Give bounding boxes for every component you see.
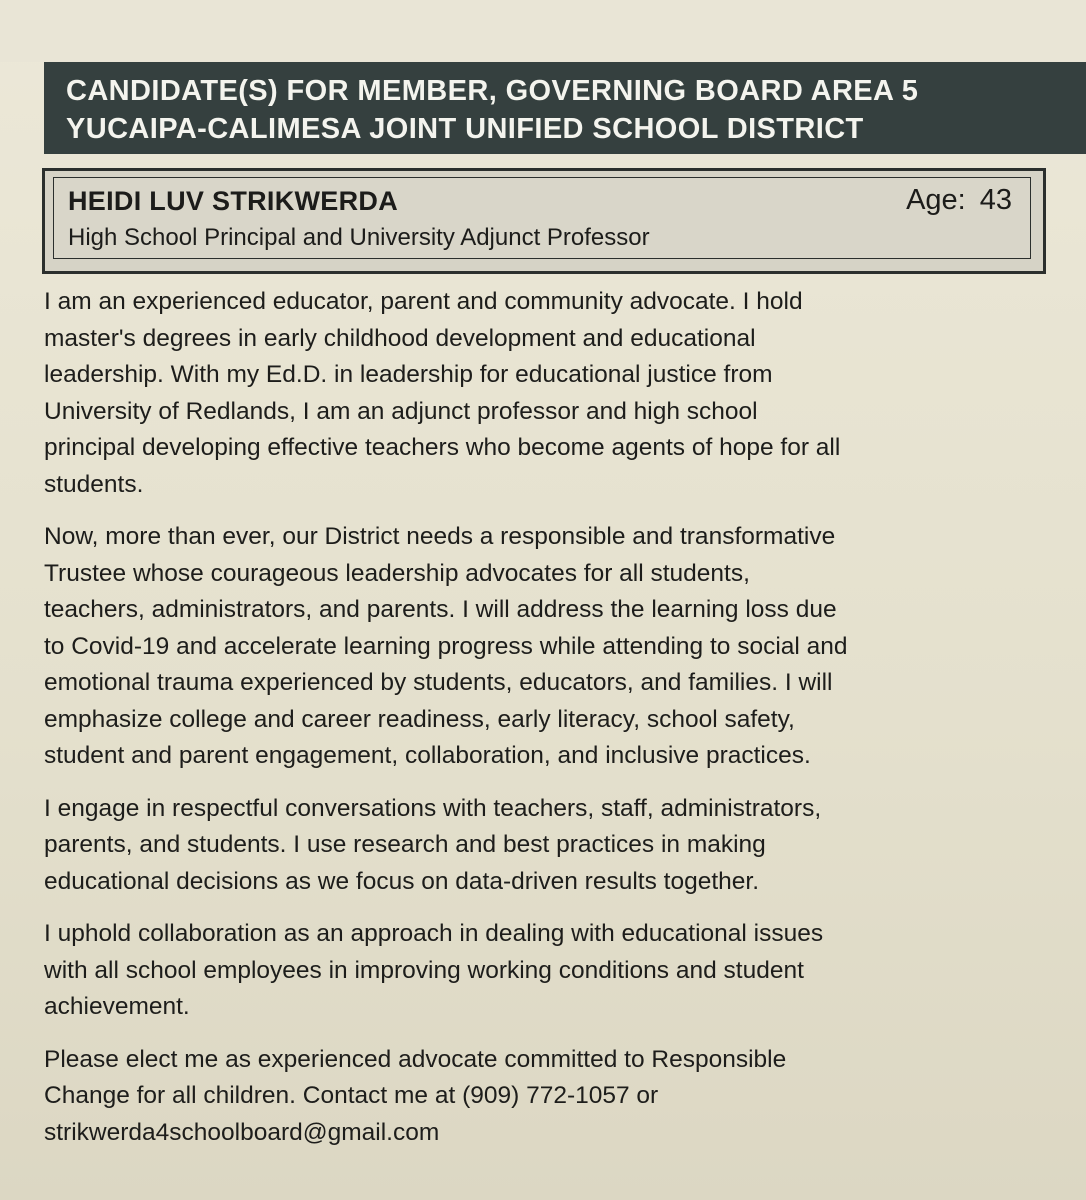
statement-line: emotional trauma experienced by students, educators, and families. I will: [44, 669, 833, 696]
statement-line: Please elect me as experienced advocate committed to Responsible: [44, 1045, 787, 1073]
statement-line: leadership. With my Ed.D. in leadership for educational justice from: [44, 361, 773, 388]
statement-line: I engage in respectful conversations with teachers, staff, administrators,: [44, 794, 822, 822]
statement-line: principal developing effective teachers who become agents of hope for all: [44, 434, 841, 461]
page-top-margin: [0, 0, 1086, 62]
candidate-name: HEIDI LUV STRIKWERDA: [68, 186, 398, 216]
header-title-line-1: CANDIDATE(S) FOR MEMBER, GOVERNING BOARD AREA 5: [66, 75, 919, 107]
statement-paragraph: [44, 916, 1054, 1026]
statement-line: with all school employees in improving working conditions and student: [44, 956, 804, 984]
statement-line: emphasize college and career readiness, early literacy, school safety,: [44, 705, 795, 733]
statement-line: student and parent engagement, collaboration, and inclusive practices.: [44, 742, 811, 769]
statement-line: Now, more than ever, our District needs a responsible and transformative: [44, 523, 836, 550]
statement-paragraph: [44, 519, 1054, 775]
statement-line: University of Redlands, I am an adjunct professor and high school: [44, 397, 758, 425]
statement-paragraph: [44, 284, 1054, 503]
candidate-info-box: [42, 168, 1046, 274]
statement-line: parents, and students. I use research and best practices in making: [44, 831, 766, 858]
age-value: 43: [979, 184, 1012, 216]
header-title-line-2: YUCAIPA-CALIMESA JOINT UNIFIED SCHOOL DISTRICT: [66, 113, 864, 145]
statement-line: Trustee whose courageous leadership advocates for all students,: [44, 559, 750, 587]
statement-line: I uphold collaboration as an approach in dealing with educational issues: [44, 920, 824, 947]
statement-line: to Covid-19 and accelerate learning progress while attending to social and: [44, 632, 848, 660]
statement-line: achievement.: [44, 993, 190, 1020]
section-header: [44, 62, 1086, 154]
statement-line: educational decisions as we focus on data-driven results together.: [44, 867, 760, 895]
contact-email: strikwerda4schoolboard@gmail.com: [44, 1118, 440, 1146]
candidate-statement: [44, 284, 1054, 1167]
candidate-occupation: High School Principal and University Adjunct Professor: [68, 224, 650, 251]
age-label: Age:: [906, 184, 966, 216]
statement-paragraph: [44, 1042, 1054, 1152]
statement-line: I am an experienced educator, parent and community advocate. I hold: [44, 288, 803, 315]
candidate-info-inner: [53, 177, 1031, 259]
statement-paragraph: [44, 791, 1054, 901]
statement-line: students.: [44, 470, 144, 498]
statement-line: Change for all children. Contact me at (909) 772-1057 or: [44, 1082, 659, 1109]
statement-line: teachers, administrators, and parents. I will address the learning loss due: [44, 596, 837, 623]
statement-line: master's degrees in early childhood development and educational: [44, 324, 756, 352]
candidate-age: [906, 184, 1012, 217]
